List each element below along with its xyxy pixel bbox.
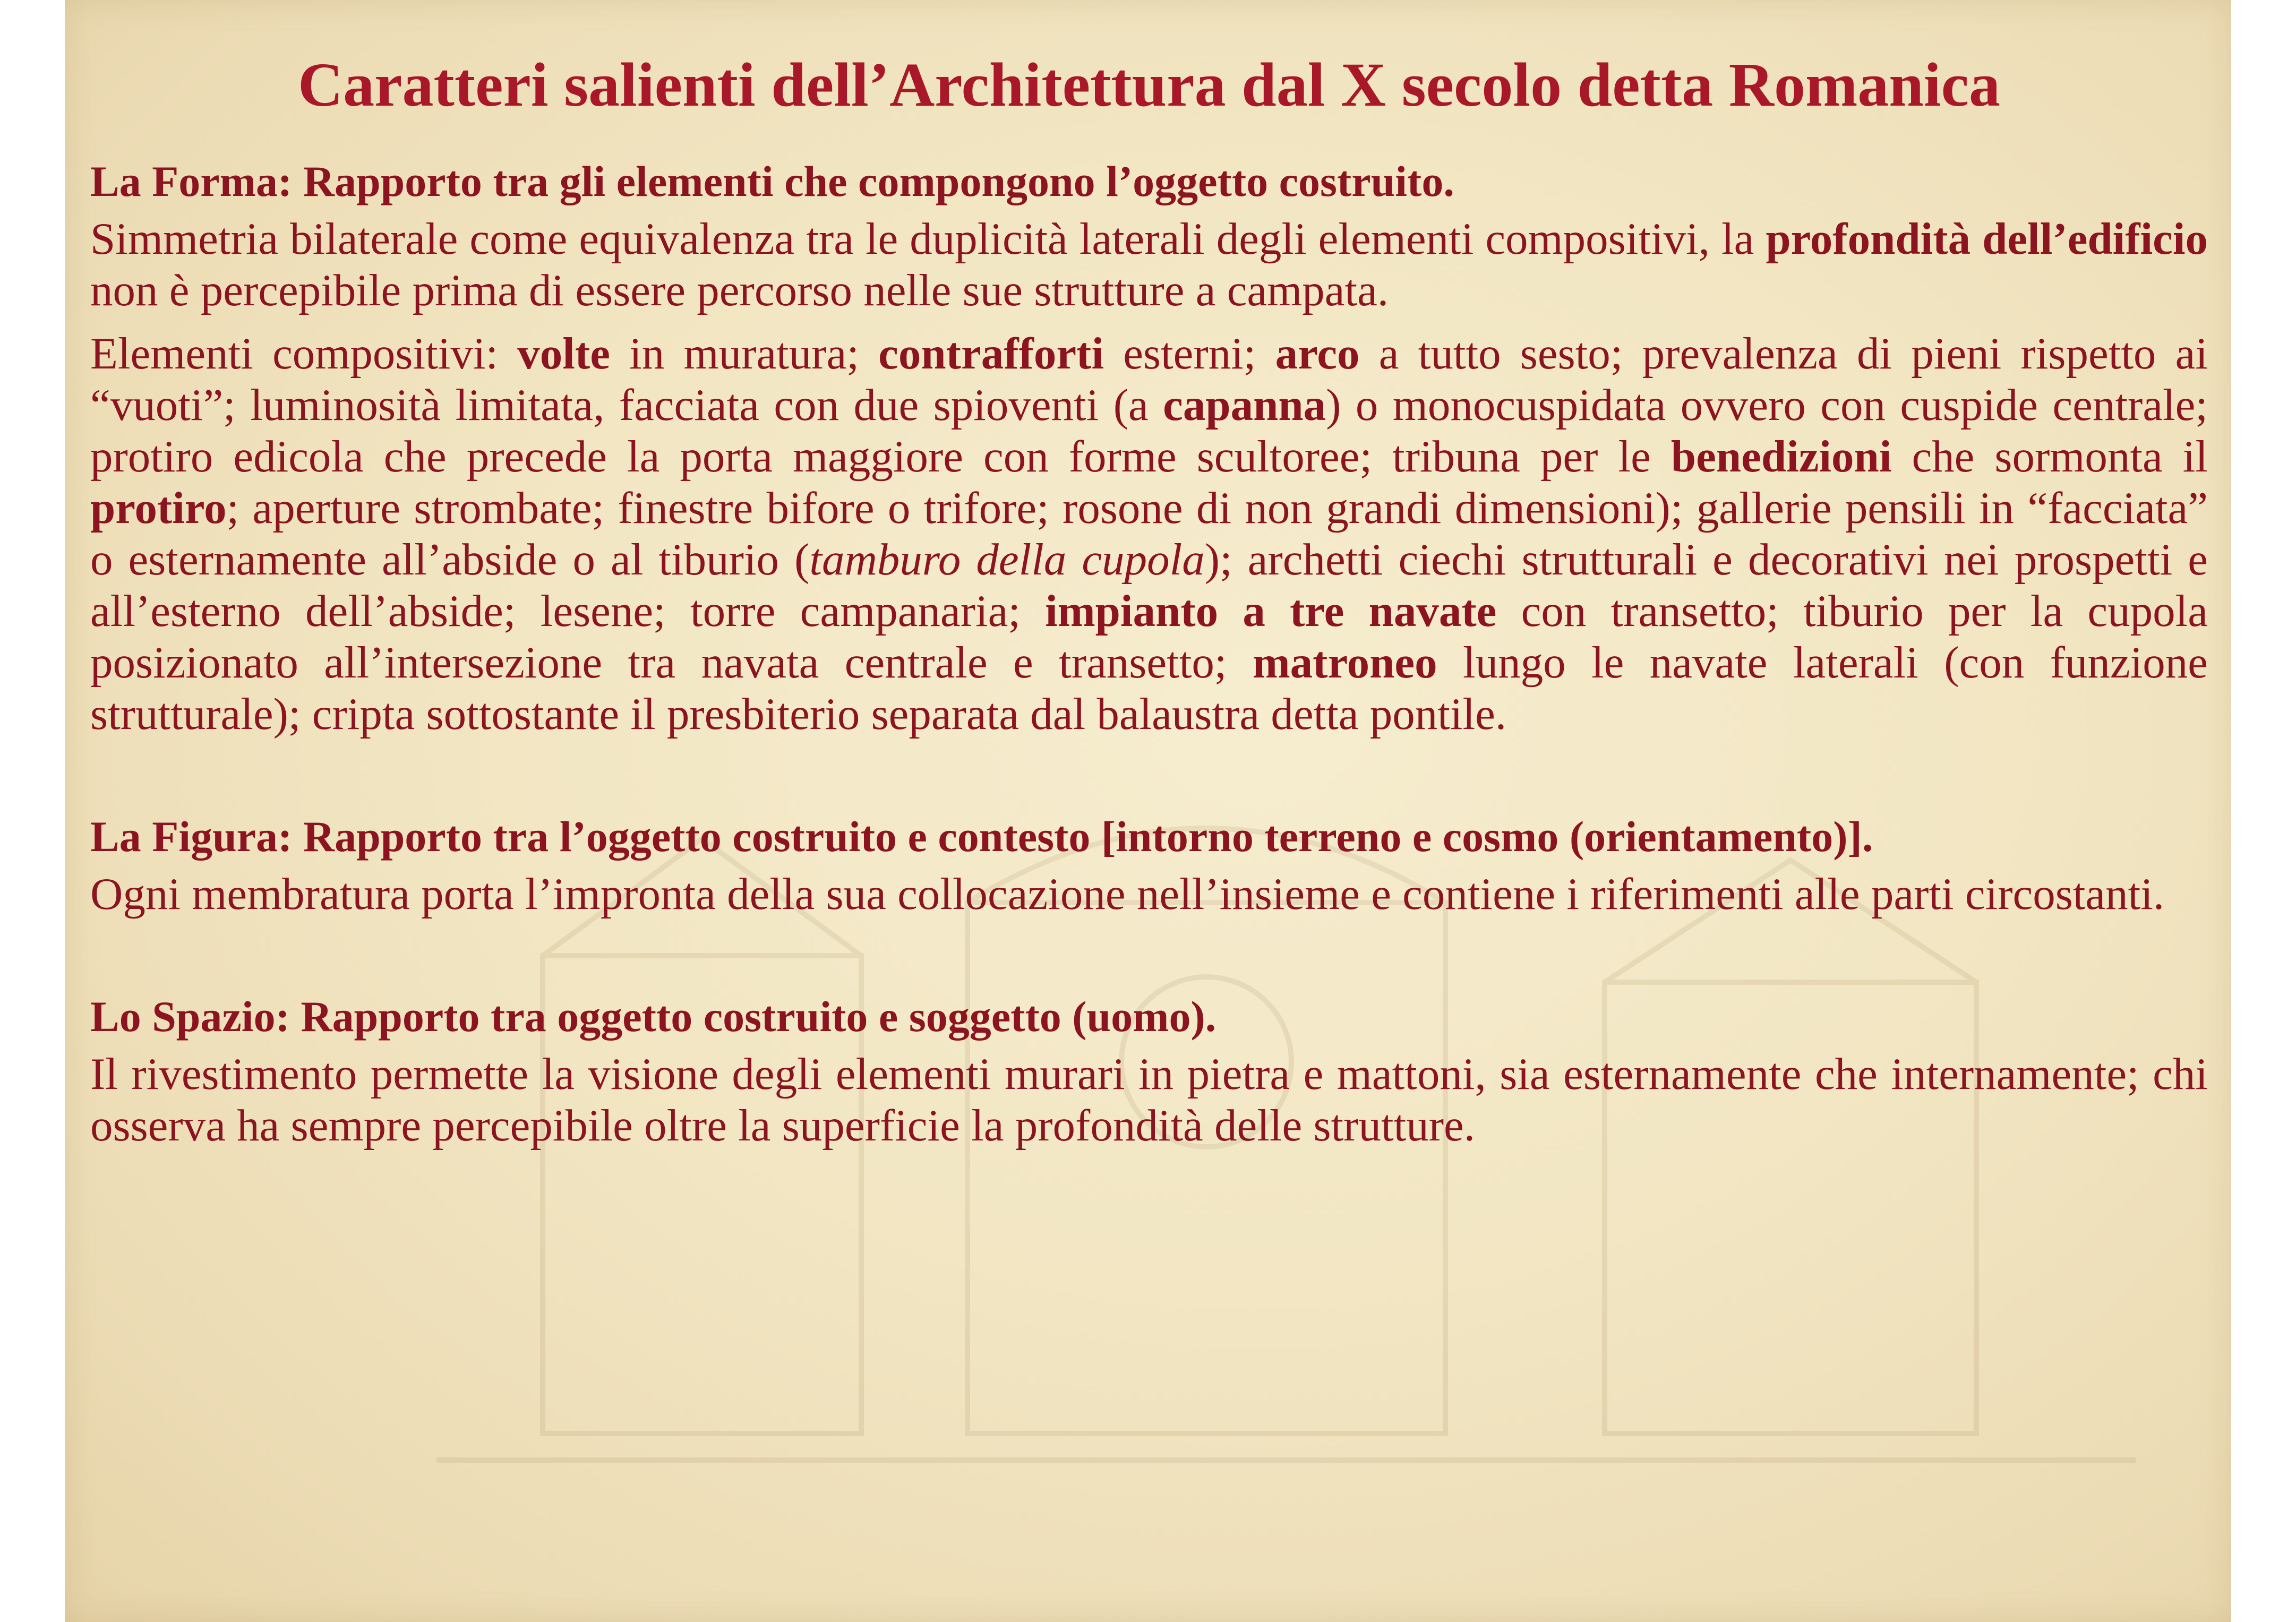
figura-heading: La Figura: Rapporto tra l’oggetto costruito e contesto [intorno terreno e cosmo (orientamento)]. (90, 812, 1873, 861)
forma-paragraph-elements: Elementi compositivi: volte in muratura; contrafforti esterni; arco a tutto sesto; prevalenza di pieni rispetto ai “vuoti”; luminosità limitata, facciata con due spioventi (a capanna) o monocuspidata ovvero con cuspide centrale; protiro edicola che precede la porta maggiore con forme scultoree; tribuna per le benedizioni che sormonta il protiro; aperture strombate; finestre bifore o trifore; rosone di non grandi dimensioni); gallerie pensili in “facciata” o esternamente all’abside o al tiburio (tamburo della cupola); archetti ciechi strutturali e decorativi nei prospetti e all’esterno dell’abside; lesene; torre campanaria; impianto a tre navate con transetto; tiburio per la cupola posizionato all’intersezione tra navata centrale e transetto; matroneo lungo le navate laterali (con funzione strutturale); cripta sottostante il presbiterio separata dal balaustra detta pontile. (90, 329, 2208, 739)
figura-paragraph: Ogni membratura porta l’impronta della sua collocazione nell’insieme e contiene i riferimenti alle parti circostanti. (90, 869, 2165, 919)
slide-content (90, 48, 2208, 1163)
section-spacer (90, 932, 2208, 990)
page-title: Caratteri salienti dell’Architettura dal X secolo detta Romanica (297, 50, 2001, 119)
forma-paragraph-symmetry: Simmetria bilaterale come equivalenza tra le duplicità laterali degli elementi compositivi, la profondità dell’edificio non è percepibile prima di essere percorso nelle sue strutture a campata. (90, 214, 2208, 315)
slide-page (65, 0, 2231, 1622)
spazio-heading: Lo Spazio: Rapporto tra oggetto costruito e soggetto (uomo). (90, 992, 1216, 1041)
spazio-paragraph: Il rivestimento permette la visione degli elementi murari in pietra e mattoni, sia esternamente che internamente; chi osserva ha sempre percepibile oltre la superficie la profondità delle strutture. (90, 1049, 2208, 1151)
forma-heading: La Forma: Rapporto tra gli elementi che compongono l’oggetto costruito. (90, 157, 1454, 205)
section-spacer (90, 752, 2208, 810)
